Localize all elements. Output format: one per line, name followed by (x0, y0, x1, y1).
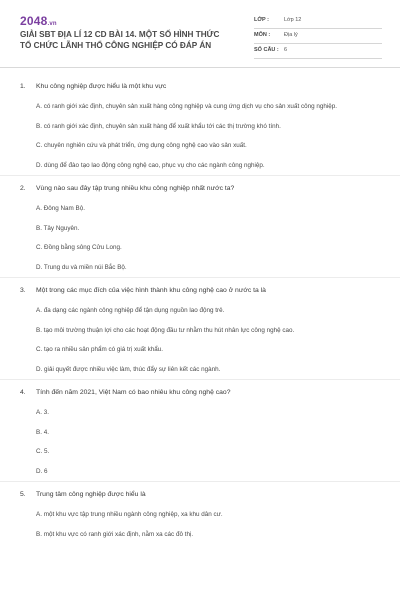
answer-option[interactable]: B. một khu vực có ranh giới xác định, nằm xa các đô thị. (36, 530, 194, 538)
answer-option[interactable]: A. đa dạng các ngành công nghiệp để tận dụng nguồn lao động trẻ. (36, 307, 225, 314)
question-block (0, 278, 400, 380)
answer-option[interactable]: A. Đông Nam Bộ. (36, 205, 85, 212)
question-stem: Một trong các mục đích của việc hình thành khu công nghệ cao ở nước ta là (36, 287, 266, 294)
meta-value: 6 (284, 47, 288, 53)
answer-option[interactable]: B. tạo môi trường thuận lợi cho các hoạt động đầu tư nhằm thu hút nhân lực công nghệ cao. (36, 326, 295, 334)
question-text (0, 490, 400, 500)
meta-key: LỚP : (254, 17, 269, 23)
question-block (0, 482, 400, 544)
question-number: 2. (20, 185, 26, 192)
question-block (0, 176, 400, 278)
meta-row-count (254, 44, 382, 59)
question-stem: Vùng nào sau đây tập trung nhiều khu công nghiệp nhất nước ta? (36, 185, 235, 192)
document-title: GIẢI SBT ĐỊA LÍ 12 CD BÀI 14. MỘT SỐ HÌNH THỨC TỔ CHỨC LÃNH THỔ CÔNG NGHIỆP CÓ ĐÁP ÁN (20, 30, 220, 50)
answer-option[interactable]: C. tạo ra nhiều sản phẩm có giá trị xuất khẩu. (36, 346, 164, 353)
meta-value: Lớp 12 (284, 17, 302, 23)
question-text (0, 184, 400, 194)
question-block (0, 380, 400, 482)
answer-option[interactable]: B. 4. (36, 428, 49, 436)
answer-option[interactable]: A. có ranh giới xác định, chuyên sản xuất hàng công nghiệp và cung ứng dịch vụ cho sản xuất công nghiệp. (36, 103, 338, 110)
meta-key: MÔN : (254, 32, 271, 38)
meta-row-subject (254, 29, 382, 44)
meta-row-class (254, 14, 382, 29)
answer-option[interactable]: A. 3. (36, 409, 49, 416)
question-number: 3. (20, 287, 26, 294)
question-stem: Trung tâm công nghiệp được hiểu là (36, 491, 146, 498)
answer-option[interactable]: D. 6 (36, 467, 48, 475)
answer-option[interactable]: D. Trung du và miền núi Bắc Bộ. (36, 263, 127, 271)
question-list (0, 74, 400, 544)
document-header (0, 0, 400, 68)
site-logo[interactable] (20, 14, 57, 28)
answer-option[interactable]: D. dùng để đào tạo lao động công nghệ cao, phục vụ cho các ngành công nghiệp. (36, 161, 265, 169)
question-stem: Tính đến năm 2021, Việt Nam có bao nhiêu khu công nghệ cao? (36, 389, 231, 396)
answer-option[interactable]: C. 5. (36, 448, 50, 455)
answer-option[interactable]: B. Tây Nguyên. (36, 224, 80, 232)
question-number: 1. (20, 83, 26, 90)
question-text (0, 286, 400, 296)
logo-main-text: 2048 (20, 14, 48, 28)
answer-option[interactable]: A. một khu vực tập trung nhiều ngành công nghiệp, xa khu dân cư. (36, 511, 223, 518)
question-stem: Khu công nghiệp được hiểu là một khu vực (36, 83, 167, 90)
meta-table (254, 14, 382, 59)
question-number: 5. (20, 491, 26, 498)
question-block (0, 74, 400, 176)
logo-tld-text: .vn (47, 21, 57, 27)
answer-option[interactable]: D. giải quyết được nhiều việc làm, thúc đẩy sự liên kết các ngành. (36, 365, 221, 373)
meta-value: Địa lý (284, 32, 298, 38)
answer-option[interactable]: C. chuyên nghiên cứu và phát triển, ứng dụng công nghệ cao vào sản xuất. (36, 142, 247, 149)
answer-option[interactable]: C. Đồng bằng sông Cửu Long. (36, 244, 122, 251)
question-text (0, 388, 400, 398)
answer-option[interactable]: B. có ranh giới xác định, chuyên sản xuất hàng để xuất khẩu tới các thị trường khó tính. (36, 122, 281, 130)
question-text (0, 82, 400, 92)
meta-key: SỐ CÂU : (254, 47, 279, 53)
question-number: 4. (20, 389, 26, 396)
